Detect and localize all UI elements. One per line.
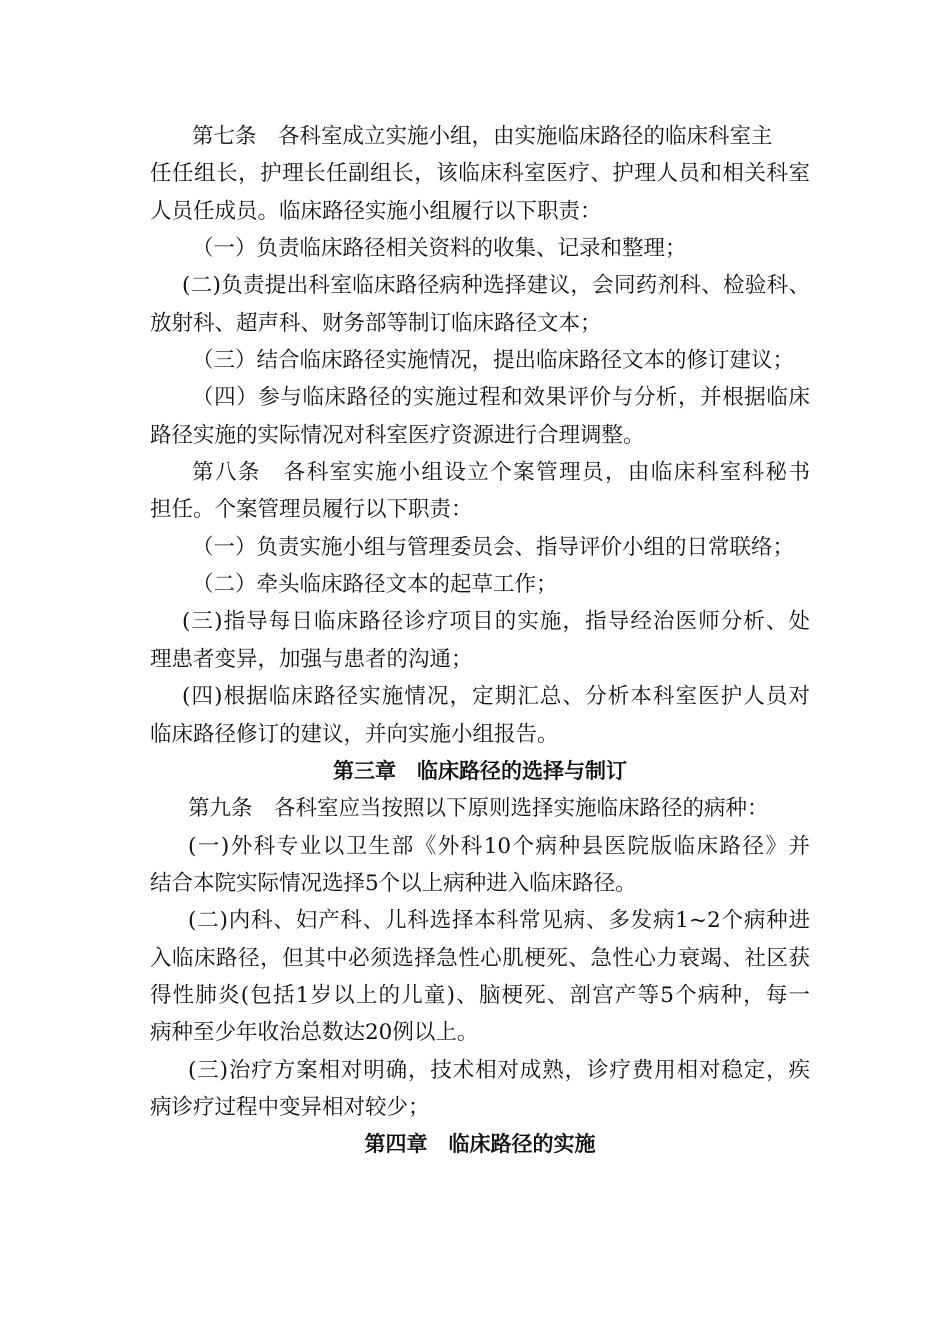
article-9-item-2-line-1: (二)内科、妇产科、儿科选择本科常见病、多发病1~2个病种进	[188, 908, 810, 934]
article-8-item-1: （一）负责实施小组与管理委员会、指导评价小组的日常联络；	[192, 534, 795, 560]
article-7-item-1: （一）负责临床路径相关资料的收集、记录和整理；	[192, 236, 687, 262]
article-7-item-3: （三）结合临床路径实施情况，提出临床路径文本的修订建议；	[192, 348, 795, 374]
article-8-item-3-line-2: 理患者变异，加强与患者的沟通；	[150, 646, 473, 672]
article-9-item-1-line-2: 结合本院实际情况选择5个以上病种进入临床路径。	[150, 870, 637, 896]
article-9-item-2-line-3: 得性肺炎(包括1岁以上的儿童)、脑梗死、剖宫产等5个病种，每一	[150, 982, 810, 1008]
article-9-item-2-line-2: 入临床路径，但其中必须选择急性心肌梗死、急性心力衰竭、社区获	[150, 945, 810, 971]
chapter-3-heading: 第三章 临床路径的选择与制订	[333, 758, 627, 783]
article-7-item-4-line-1: （四）参与临床路径的实施过程和效果评价与分析，并根据临床	[192, 385, 810, 411]
article-9-item-2-line-4: 病种至少年收治总数达20例以上。	[150, 1020, 479, 1046]
article-7-item-2-line-1: (二)负责提出科室临床路径病种选择建议，会同药剂科、检验科、	[182, 273, 810, 299]
article-9-item-3-line-2: 病诊疗过程中变异相对较少；	[150, 1094, 430, 1120]
article-8-item-4-line-2: 临床路径修订的建议，并向实施小组报告。	[150, 721, 559, 747]
article-7-item-2-line-2: 放射科、超声科、财务部等制订临床路径文本；	[150, 310, 602, 336]
article-8-line-1: 第八条 各科室实施小组设立个案管理员，由临床科室科秘书	[192, 460, 810, 486]
article-7-line-2: 任任组长，护理长任副组长，该临床科室医疗、护理人员和相关科室	[150, 161, 810, 187]
article-7-line-1: 第七条 各科室成立实施小组，由实施临床路径的临床科室主	[192, 124, 773, 149]
article-9-item-1-line-1: (一)外科专业以卫生部《外科10个病种县医院版临床路径》并	[188, 833, 810, 859]
article-8-item-2: （二）牵头临床路径文本的起草工作；	[192, 572, 558, 598]
article-8-item-3-line-1: (三)指导每日临床路径诊疗项目的实施，指导经治医师分析、处	[182, 609, 810, 635]
document-body	[150, 118, 810, 1164]
article-7-line-3: 人员任成员。临床路径实施小组履行以下职责：	[150, 198, 602, 224]
chapter-4-heading: 第四章 临床路径的实施	[364, 1132, 596, 1157]
article-9-item-3-line-1: (三)治疗方案相对明确，技术相对成熟，诊疗费用相对稳定，疾	[188, 1057, 810, 1083]
article-8-line-2: 担任。个案管理员履行以下职责：	[150, 497, 473, 523]
article-7-item-4-line-2: 路径实施的实际情况对科室医疗资源进行合理调整。	[150, 422, 645, 448]
article-9-line-1: 第九条 各科室应当按照以下原则选择实施临床路径的病种：	[188, 796, 769, 822]
article-8-item-4-line-1: (四)根据临床路径实施情况，定期汇总、分析本科室医护人员对	[182, 684, 810, 710]
